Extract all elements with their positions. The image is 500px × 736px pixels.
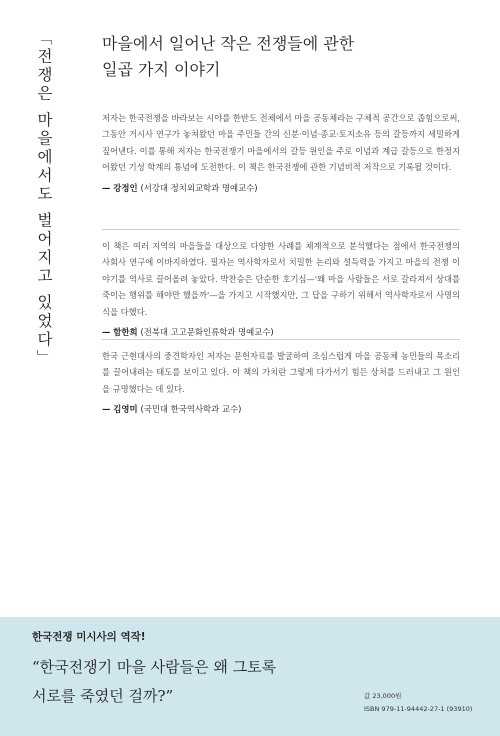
divider — [102, 229, 460, 230]
quote-line-1: “한국전쟁기 마을 사람들은 왜 그토록 — [32, 658, 277, 676]
credit-affiliation: (서강대 정치외교학과 명예교수) — [140, 182, 258, 193]
title-open-bracket: 「 — [35, 30, 53, 48]
credit-affiliation: (전북대 고고문화인류학과 명예교수) — [140, 327, 274, 338]
vertical-title — [35, 30, 53, 367]
review-text: 이 책은 여러 지역의 마을들을 대상으로 다양한 사례를 체계적으로 분석했다는 점에서 한국전쟁의 사회사 연구에 이바지하였다. 필자는 역사학자로서 치밀한 논리와 설득력을 가지고 마을의 전쟁 이야기를 역사로 끌어올려 놓았다. 박찬승은 단순한 호기심—'왜 마을 사람들은 서로 갈라져서 상대를 죽이는 행위를 해야만 했을까'—을 가지고 시작했지만, 그 답을 구하기 위해서 역사학자로서 사명의식을 다했다. — [102, 241, 460, 317]
review-text: 한국 근현대사의 중견학자인 저자는 문헌자료를 발굴하여 조심스럽게 마을 공동체 농민들의 목소리를 끌어내려는 태도를 보이고 있다. 이 책의 가치란 그렇게 다가서기 힘든 상처를 드러내고 그 원인을 규명했다는 데 있다. — [102, 351, 460, 394]
headline-line-2: 일곱 가지 이야기 — [102, 60, 221, 79]
review-text: 저자는 한국전쟁을 바라보는 시야를 한반도 전체에서 마을 공동체라는 구체적 공간으로 좁힘으로써, 그동안 거시사 연구가 놓쳐왔던 마을 주민들 간의 신분·이념·종교·토지소유 등의 갈등까지 세밀하게 짚어낸다. 이를 통해 저자는 한국전쟁기 마을에서의 갈등 원인을 주로 이념과 계급 갈등으로 한정지어왔던 기성 학계의 통념에 도전한다. 이 책은 한국전쟁에 관한 기념비적 저작으로 기록될 것이다. — [102, 113, 460, 173]
review-2 — [102, 238, 460, 340]
band-title: 한국전쟁 미시사의 역작! — [32, 631, 146, 643]
review-3 — [102, 348, 460, 418]
headline — [102, 31, 452, 83]
review-credit — [102, 401, 460, 417]
title-close-bracket: 」 — [35, 349, 53, 368]
credit-name: — 함한희 — [102, 327, 138, 338]
isbn-label: ISBN 979-11-94442-27-1 (93910) — [364, 705, 473, 713]
credit-affiliation: (국민대 한국역사학과 교수) — [140, 404, 242, 415]
price-label: 값 23,000원 — [364, 692, 402, 700]
band-quote — [32, 653, 382, 711]
credit-name: — 강정인 — [102, 182, 138, 193]
review-1 — [102, 110, 460, 196]
quote-line-2: 서로를 죽였던 걸까?” — [32, 687, 174, 705]
review-credit — [102, 324, 460, 340]
vertical-title-text: 전쟁은 마을에서도 벌어지고 있었다 — [35, 48, 53, 350]
credit-name: — 김영미 — [102, 404, 138, 415]
headline-line-1: 마을에서 일어난 작은 전쟁들에 관한 — [102, 34, 355, 53]
review-credit — [102, 180, 460, 196]
divider — [102, 339, 460, 340]
